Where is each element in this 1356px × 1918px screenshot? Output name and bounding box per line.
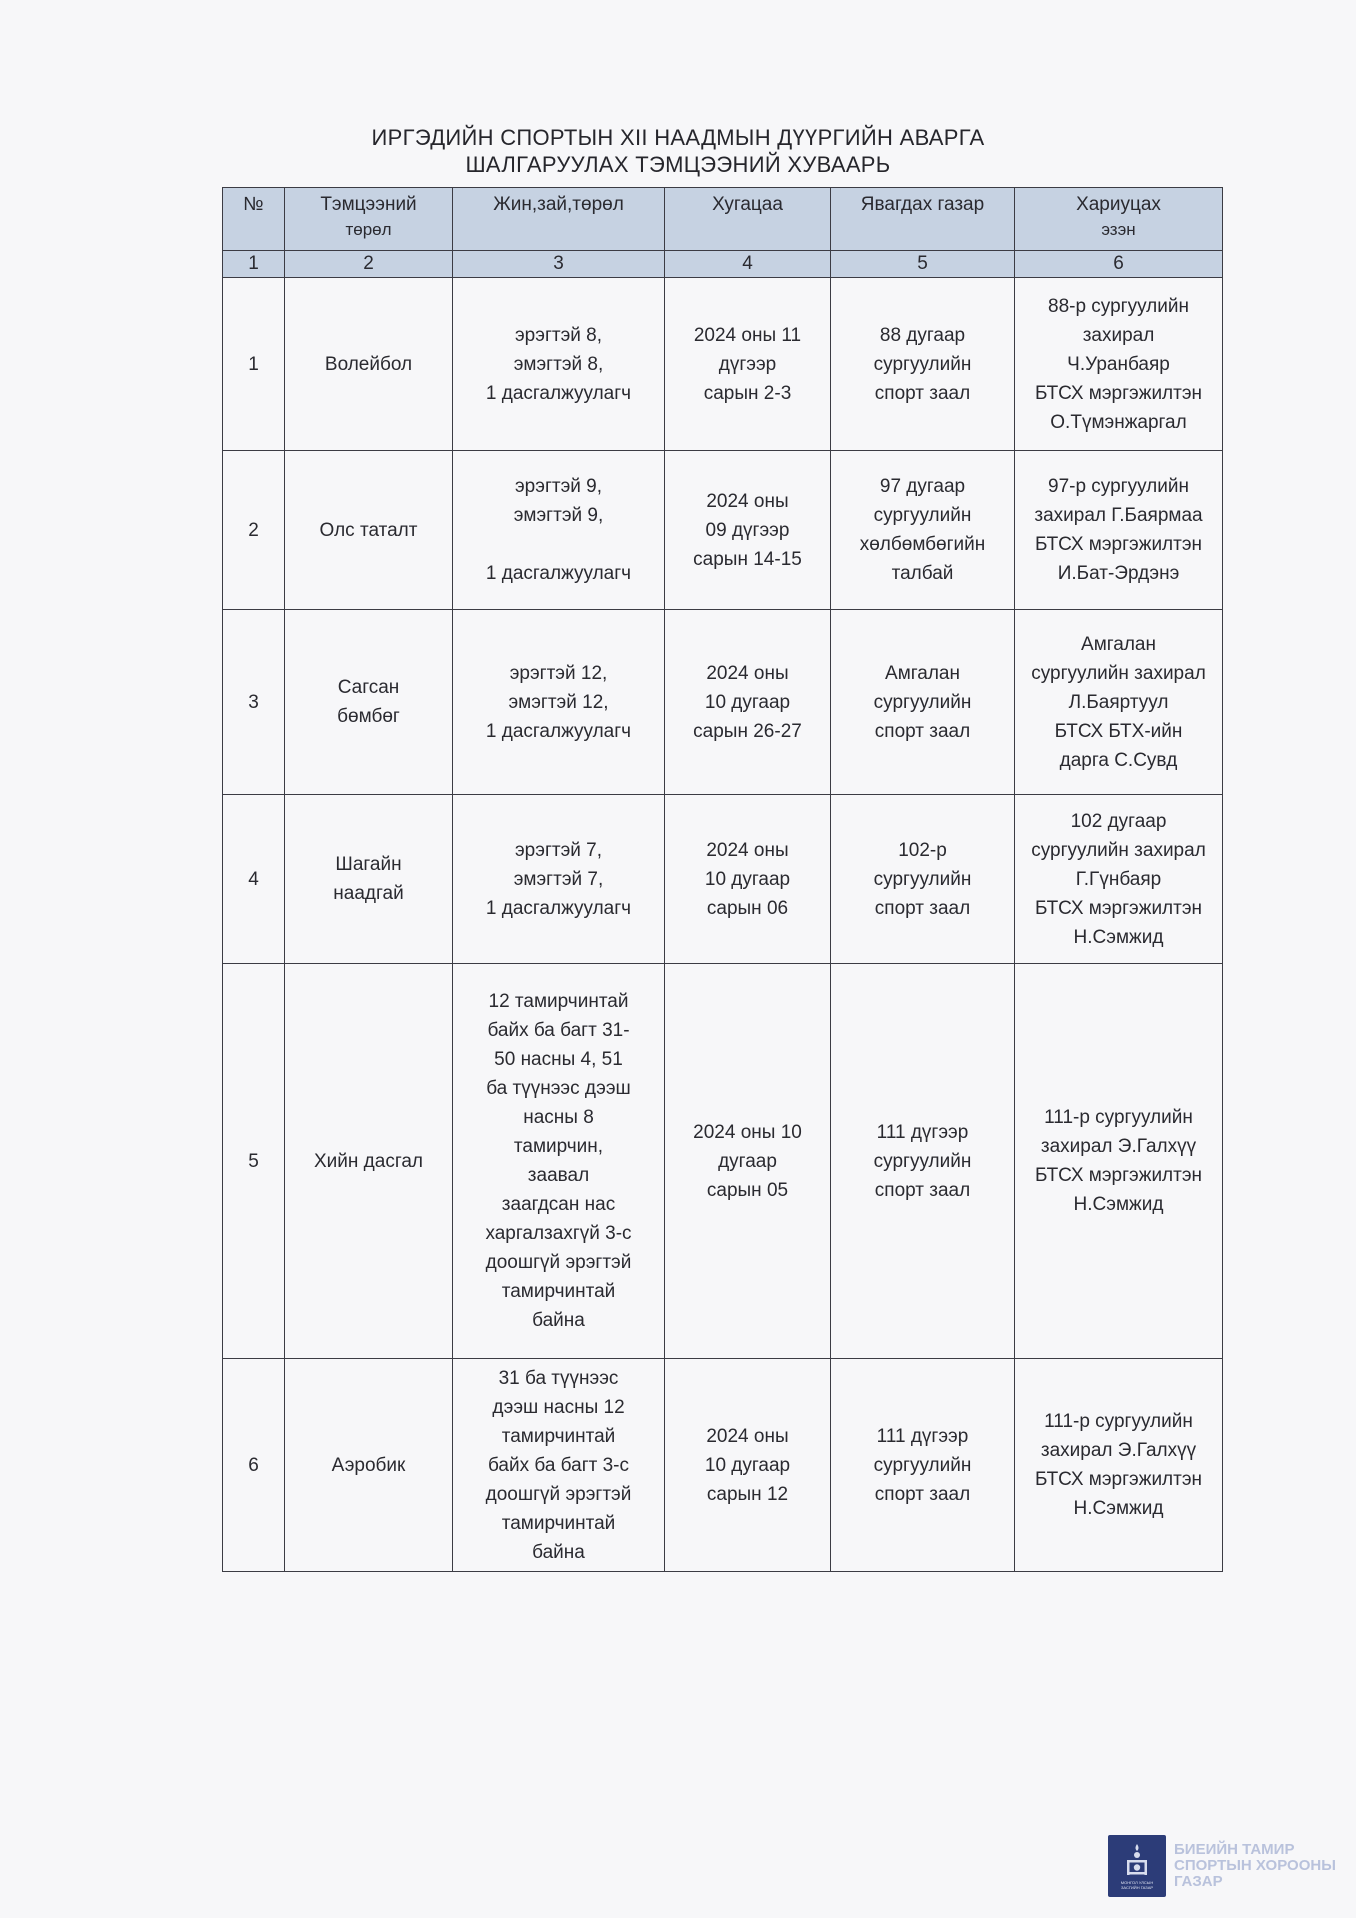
- header-date: Хугацаа: [665, 188, 831, 251]
- event-details: 12 тамирчинтай байх ба багт 31- 50 насны 4, 51 ба түүнээс дээш насны 8 тамирчин, заавал заагдсан нас харгалзахгүй 3-с доошгүй эрэгтэй тамирчинтай байна: [453, 964, 665, 1359]
- event-date: 2024 оны 10 дугаар сарын 12: [665, 1359, 831, 1572]
- event-place: 111 дүгээр сургуулийн спорт заал: [831, 964, 1015, 1359]
- column-number-row: [223, 251, 1223, 278]
- emblem-caption: МОНГОЛ УЛСЫН ЗАСГИЙН ГАЗАР: [1120, 1880, 1154, 1890]
- column-number: 6: [1015, 251, 1223, 278]
- row-number: 4: [223, 795, 285, 964]
- row-number: 5: [223, 964, 285, 1359]
- event-details: эрэгтэй 12, эмэгтэй 12, 1 дасгалжуулагч: [453, 610, 665, 795]
- event-details: 31 ба түүнээс дээш насны 12 тамирчинтай байх ба багт 3-с доошгүй эрэгтэй тамирчинтай байна: [453, 1359, 665, 1572]
- title-line-2: ШАЛГАРУУЛАХ ТЭМЦЭЭНИЙ ХУВААРЬ: [465, 152, 891, 177]
- event-place: 111 дүгээр сургуулийн спорт заал: [831, 1359, 1015, 1572]
- table-row: [223, 795, 1223, 964]
- row-number: 2: [223, 451, 285, 610]
- row-number: 6: [223, 1359, 285, 1572]
- event-type: Олс таталт: [285, 451, 453, 610]
- event-responsible: Амгалан сургуулийн захирал Л.Баяртуул БТСХ БТХ-ийн дарга С.Сувд: [1015, 610, 1223, 795]
- row-number: 3: [223, 610, 285, 795]
- event-type: Хийн дасгал: [285, 964, 453, 1359]
- column-number: 5: [831, 251, 1015, 278]
- event-date: 2024 оны 11 дүгээр сарын 2-3: [665, 278, 831, 451]
- column-number: 2: [285, 251, 453, 278]
- event-date: 2024 оны 10 дугаар сарын 05: [665, 964, 831, 1359]
- event-place: Амгалан сургуулийн спорт заал: [831, 610, 1015, 795]
- event-details: эрэгтэй 9, эмэгтэй 9, 1 дасгалжуулагч: [453, 451, 665, 610]
- table-row: [223, 610, 1223, 795]
- event-details: эрэгтэй 7, эмэгтэй 7, 1 дасгалжуулагч: [453, 795, 665, 964]
- event-responsible: 111-р сургуулийн захирал Э.Галхүү БТСХ мэргэжилтэн Н.Сэмжид: [1015, 964, 1223, 1359]
- column-number: 3: [453, 251, 665, 278]
- event-place: 102-р сургуулийн спорт заал: [831, 795, 1015, 964]
- event-type: Аэробик: [285, 1359, 453, 1572]
- row-number: 1: [223, 278, 285, 451]
- table-row: [223, 451, 1223, 610]
- table-row: [223, 964, 1223, 1359]
- event-details: эрэгтэй 8, эмэгтэй 8, 1 дасгалжуулагч: [453, 278, 665, 451]
- emblem-logo: [1108, 1835, 1166, 1897]
- event-place: 97 дугаар сургуулийн хөлбөмбөгийн талбай: [831, 451, 1015, 610]
- event-date: 2024 оны 10 дугаар сарын 06: [665, 795, 831, 964]
- event-responsible: 102 дугаар сургуулийн захирал Г.Гүнбаяр БТСХ мэргэжилтэн Н.Сэмжид: [1015, 795, 1223, 964]
- column-number: 4: [665, 251, 831, 278]
- header-number: №: [223, 188, 285, 251]
- organization-name: БИЕИЙН ТАМИР СПОРТЫН ХОРООНЫ ГАЗАР: [1174, 1841, 1336, 1890]
- header-place: Явагдах газар: [831, 188, 1015, 251]
- column-number: 1: [223, 251, 285, 278]
- header-row: [223, 188, 1223, 251]
- event-type: Волейбол: [285, 278, 453, 451]
- header-responsible: Хариуцах эзэн: [1015, 188, 1223, 251]
- title-line-1: ИРГЭДИЙН СПОРТЫН XII НААДМЫН ДҮҮРГИЙН АВАРГА: [371, 125, 985, 150]
- event-responsible: 111-р сургуулийн захирал Э.Галхүү БТСХ мэргэжилтэн Н.Сэмжид: [1015, 1359, 1223, 1572]
- event-type: Шагайн наадгай: [285, 795, 453, 964]
- table-row: [223, 278, 1223, 451]
- schedule-table: [222, 187, 1223, 1572]
- organization-stamp: [1108, 1834, 1348, 1898]
- table-row: [223, 1359, 1223, 1572]
- event-place: 88 дугаар сургуулийн спорт заал: [831, 278, 1015, 451]
- event-responsible: 97-р сургуулийн захирал Г.Баярмаа БТСХ мэргэжилтэн И.Бат-Эрдэнэ: [1015, 451, 1223, 610]
- header-event-type: Тэмцээний төрөл: [285, 188, 453, 251]
- event-responsible: 88-р сургуулийн захирал Ч.Уранбаяр БТСХ мэргэжилтэн О.Түмэнжаргал: [1015, 278, 1223, 451]
- event-type: Сагсан бөмбөг: [285, 610, 453, 795]
- header-details: Жин,зай,төрөл: [453, 188, 665, 251]
- document-title: [0, 124, 1356, 178]
- event-date: 2024 оны 10 дугаар сарын 26-27: [665, 610, 831, 795]
- soyombo-icon: [1124, 1842, 1150, 1878]
- event-date: 2024 оны 09 дүгээр сарын 14-15: [665, 451, 831, 610]
